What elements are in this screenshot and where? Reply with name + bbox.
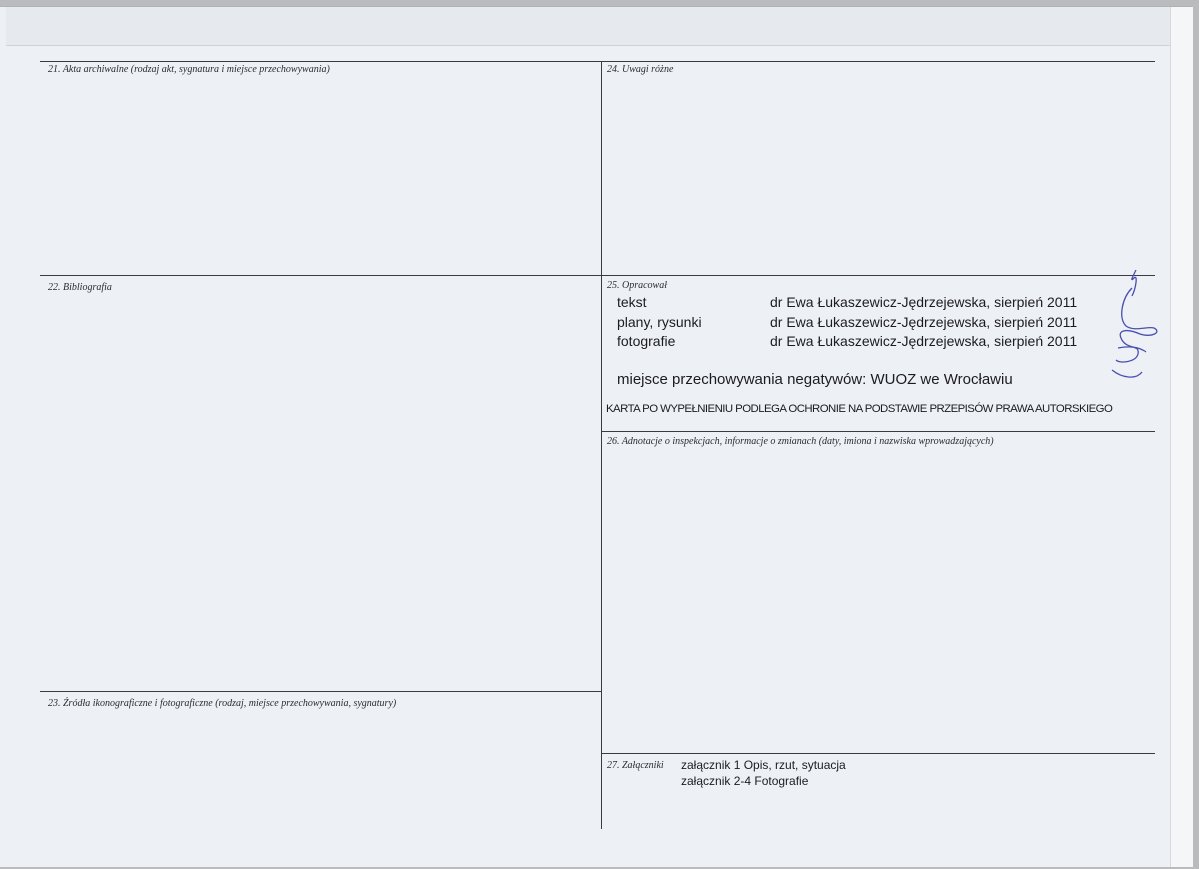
section-23-label: 23. Źródła ikonograficzne i fotograficzne (rodzaj, miejsce przechowywania, sygnatury)	[48, 698, 397, 709]
section-22-label: 22. Bibliografia	[48, 282, 112, 293]
center-divider	[601, 61, 602, 829]
negatives-storage-text: miejsce przechowywania negatywów: WUOZ we Wrocławiu	[617, 371, 1013, 388]
rule-section26	[601, 431, 1155, 432]
author-row-item: tekst	[617, 294, 647, 310]
attachment-item: załącznik 2-4 Fotografie	[681, 774, 809, 788]
section-25-label: 25. Opracował	[607, 280, 667, 291]
attachment-item: załącznik 1 Opis, rzut, sytuacja	[681, 758, 846, 772]
author-row-value: dr Ewa Łukaszewicz-Jędrzejewska, sierpień 2011	[770, 314, 1078, 330]
section-21-label: 21. Akta archiwalne (rodzaj akt, sygnatura i miejsce przechowywania)	[48, 64, 330, 75]
top-paper-strip	[6, 7, 1192, 46]
signature-icon	[1092, 268, 1162, 398]
rule-section23	[40, 691, 601, 692]
author-row-value: dr Ewa Łukaszewicz-Jędrzejewska, sierpień 2011	[770, 333, 1078, 349]
copyright-note: KARTA PO WYPEŁNIENIU PODLEGA OCHRONIE NA PODSTAWIE PRZEPISÓW PRAWA AUTORSKIEGO	[606, 403, 1113, 415]
author-row-value: dr Ewa Łukaszewicz-Jędrzejewska, sierpień 2011	[770, 294, 1078, 310]
author-row-item: fotografie	[617, 333, 676, 349]
rule-middle	[40, 275, 1155, 276]
section-27-label: 27. Załączniki	[607, 760, 664, 771]
section-24-label: 24. Uwagi różne	[607, 64, 674, 75]
form-sheet	[0, 6, 1192, 867]
right-paper-edge	[1170, 7, 1193, 867]
author-row-item: plany, rysunki	[617, 314, 702, 330]
section-26-label: 26. Adnotacje o inspekcjach, informacje o zmianach (daty, imiona i nazwiska wprowadzających)	[607, 436, 994, 447]
rule-section27	[601, 753, 1155, 754]
rule-top	[40, 61, 1155, 62]
